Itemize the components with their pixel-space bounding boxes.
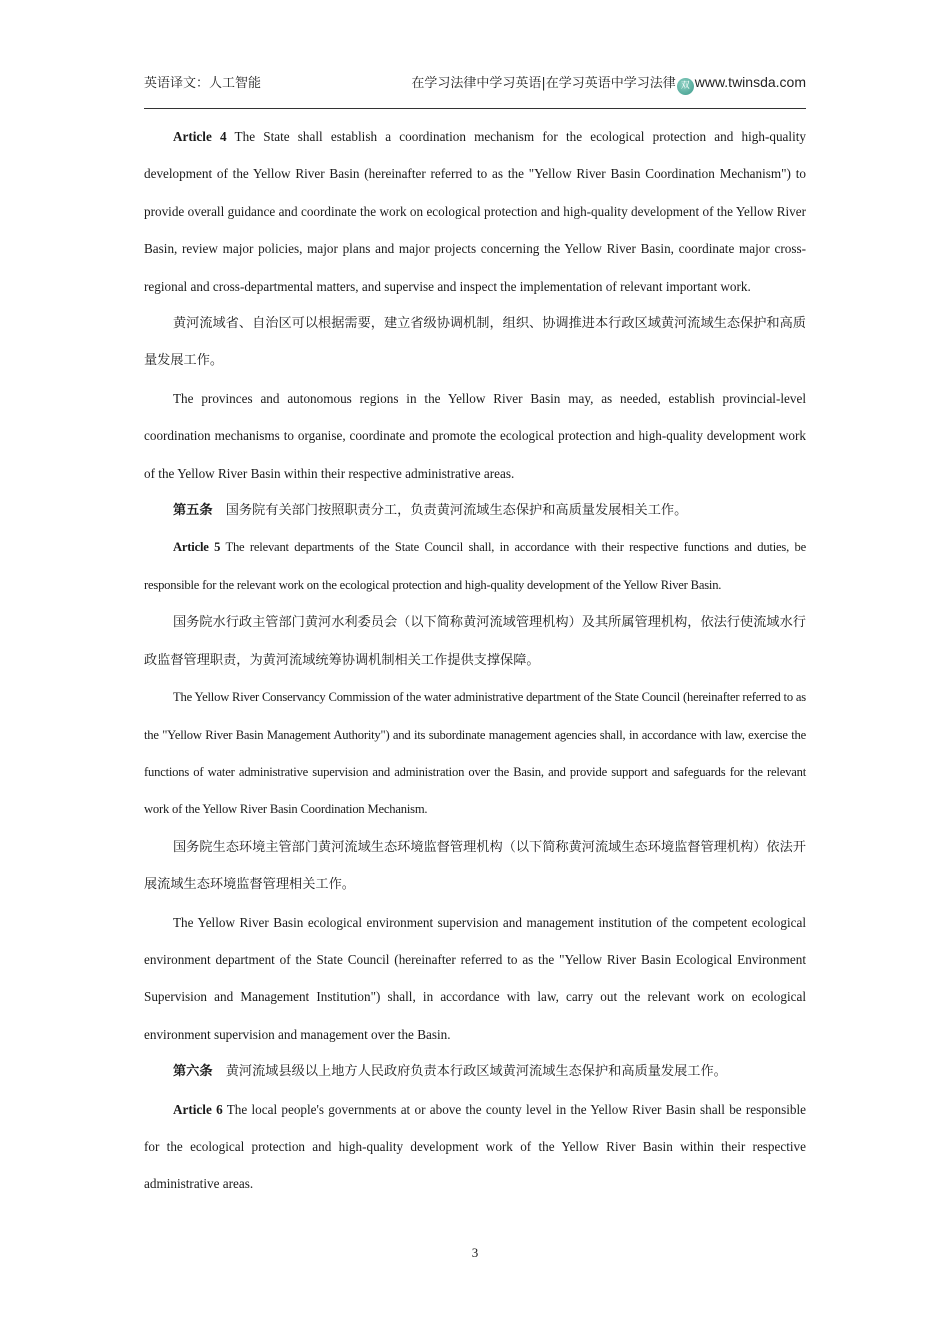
header-divider — [144, 108, 806, 109]
paragraph-text: The Yellow River Basin ecological environment supervision and management institution of the competent ecological environment department of the State Council (hereinafter referred to as the "Yellow River Basin Ecological Environment Supervision and Management Institution") shall, in accordance with law, carry out the relevant work on ecological environment supervision and management over the Basin. — [144, 914, 806, 1042]
paragraph-text: 国务院生态环境主管部门黄河流域生态环境监督管理机构（以下简称黄河流域生态环境监督管理机构）依法开展流域生态环境监督管理相关工作。 — [144, 839, 806, 893]
article-4-en-provincial — [144, 380, 806, 492]
paragraph-text: The provinces and autonomous regions in the Yellow River Basin may, as needed, establish provincial-level coordination mechanisms to organise, coordinate and promote the ecological protection and high-quality development work of the Yellow River Basin within their respective administrative areas. — [144, 390, 806, 481]
header-slogan — [411, 72, 806, 95]
twinsda-logo-icon: 双 — [677, 78, 694, 95]
paragraph-text: 国务院水行政主管部门黄河水利委员会（以下简称黄河流域管理机构）及其所属管理机构，依法行使流域水行政监督管理职责，为黄河流域统筹协调机制相关工作提供支撑保障。 — [144, 615, 806, 668]
article-5-zh-conservancy — [144, 604, 806, 679]
page-number: 3 — [471, 1245, 479, 1260]
article-heading: 第五条 — [173, 503, 213, 519]
header-site-link[interactable]: www.twinsda.com — [694, 74, 806, 90]
article-heading: Article 6 — [173, 1101, 223, 1117]
paragraph-text: 黄河流域县级以上地方人民政府负责本行政区域黄河流域生态保护和高质量发展工作。 — [212, 1064, 727, 1080]
paragraph-text: 黄河流域省、自治区可以根据需要，建立省级协调机制，组织、协调推进本行政区域黄河流域生态保护和高质量发展工作。 — [144, 316, 806, 369]
article-heading: Article 4 — [173, 129, 227, 144]
article-5-en-ecology — [144, 904, 806, 1054]
document-body — [144, 118, 806, 1203]
article-6-zh — [144, 1053, 806, 1090]
header-slogan-text: 在学习法律中学习英语|在学习英语中学习法律 — [411, 76, 676, 91]
article-heading: 第六条 — [173, 1064, 213, 1080]
article-5-en-conservancy — [144, 679, 806, 829]
article-4-zh-provincial — [144, 305, 806, 380]
paragraph-text: The State shall establish a coordination mechanism for the ecological protection and high-quality development of the Yellow River Basin (hereinafter referred to as the "Yellow River Basin Coordination Mechanism") to provide overall guidance and coordinate the work on ecological protection and high-quality development of the Yellow River Basin, review major policies, major plans and major projects concerning the Yellow River Basin, coordinate major cross-regional and cross-departmental matters, and supervise and inspect the implementation of relevant important work. — [144, 129, 806, 294]
article-4-en — [144, 118, 806, 305]
page-header — [144, 72, 806, 94]
article-6-en — [144, 1091, 806, 1203]
paragraph-text: The relevant departments of the State Council shall, in accordance with their respective functions and duties, be responsible for the relevant work on the ecological protection and high-quality development of the Yellow River Basin. — [144, 540, 807, 592]
header-title: 英语译文：人工智能 — [144, 76, 262, 91]
article-5-zh — [144, 492, 806, 529]
article-5-zh-ecology — [144, 829, 806, 904]
paragraph-text: The local people's governments at or above the county level in the Yellow River Basin shall be responsible for the ecological protection and high-quality development work of the Yellow River Basin within their respective administrative areas. — [144, 1101, 806, 1192]
paragraph-text: The Yellow River Conservancy Commission of the water administrative department of the State Council (hereinafter referred to as the "Yellow River Basin Management Authority") and its subordinate management agencies shall, in accordance with law, exercise the functions of water administrative supervision and administration over the Basin, and provide support and safeguards for the relevant work of the Yellow River Basin Coordination Mechanism. — [144, 690, 806, 817]
article-heading: Article 5 — [173, 540, 221, 555]
paragraph-text: 国务院有关部门按照职责分工，负责黄河流域生态保护和高质量发展相关工作。 — [212, 503, 688, 519]
article-5-en — [144, 529, 806, 604]
